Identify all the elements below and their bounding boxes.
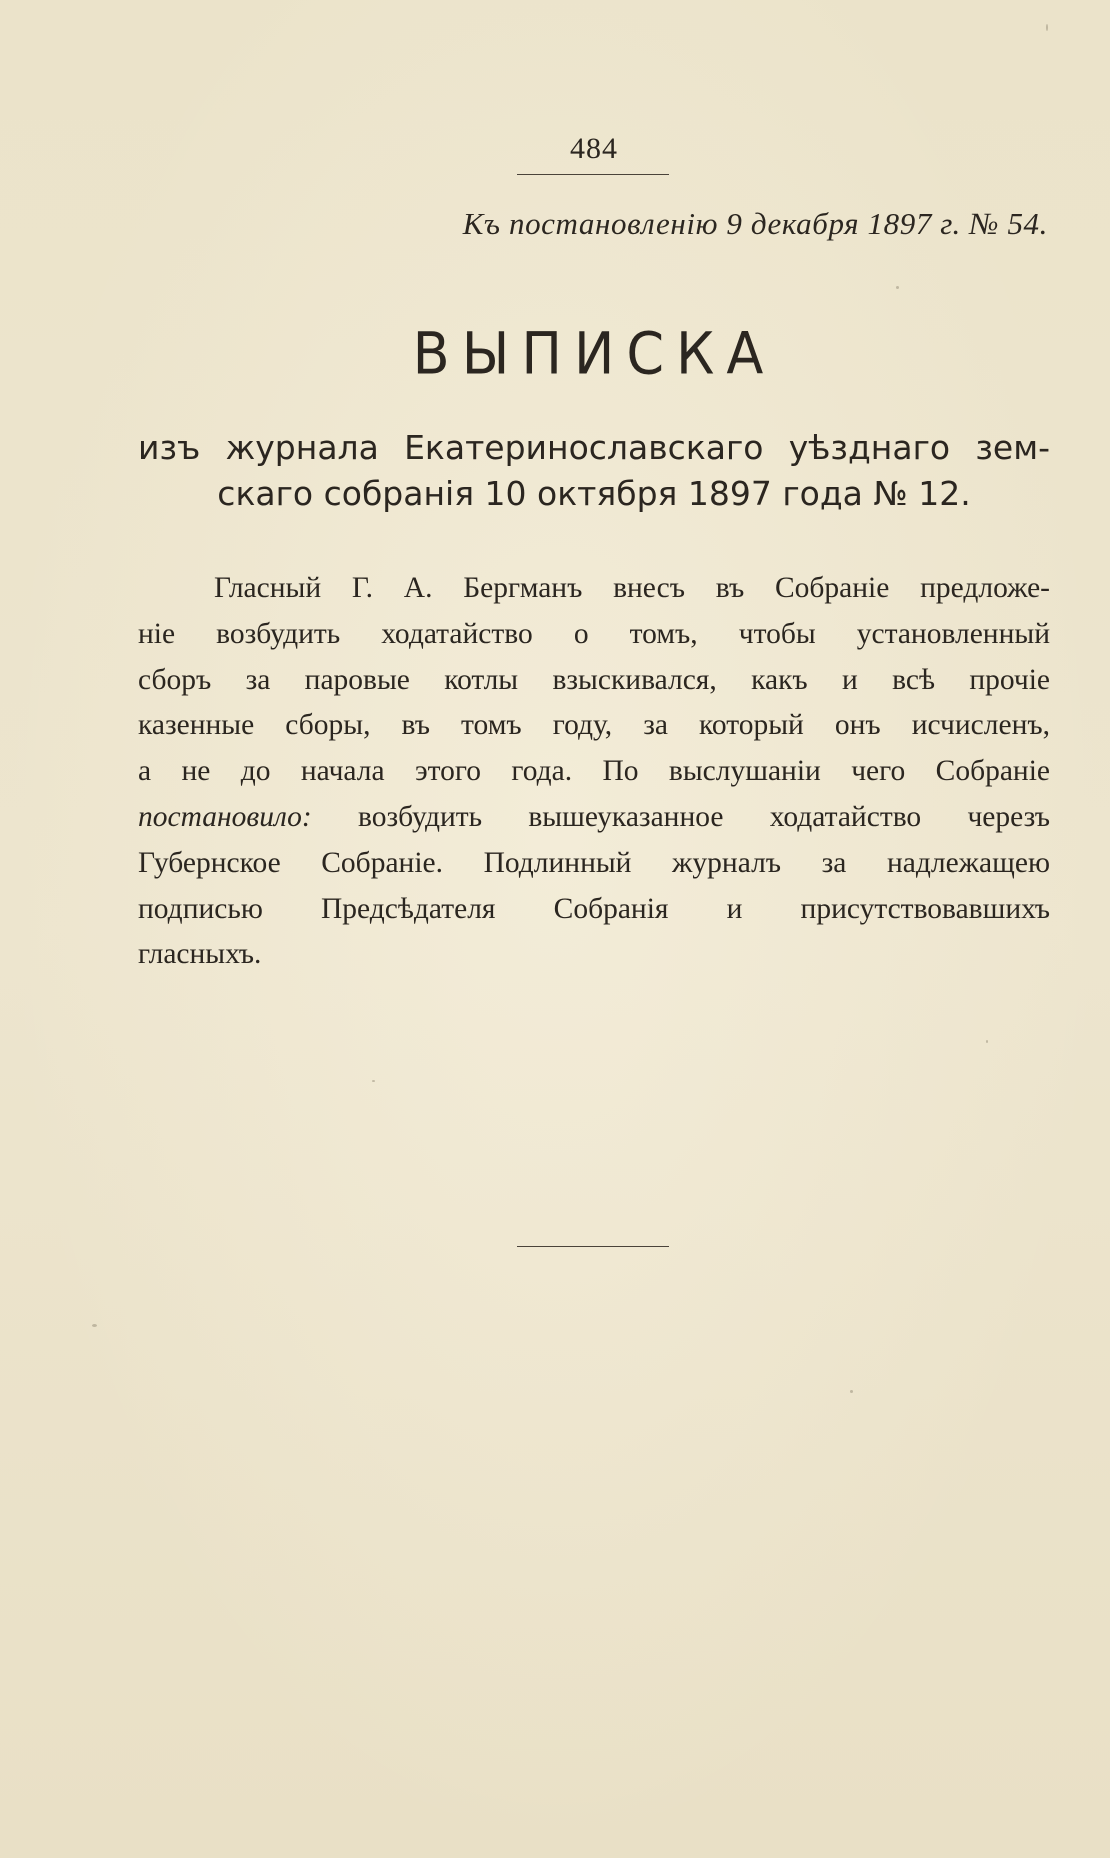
paper-speck [986, 1040, 988, 1043]
paper-speck [1046, 24, 1048, 31]
paper-speck [92, 1324, 97, 1327]
paper-speck [896, 286, 899, 289]
body-line-1: Гласный Г. А. Бергманъ внесъ въ Собраніе предложе- [214, 572, 1050, 604]
subtitle-line-2: скаго собранія 10 октября 1897 года № 12. [217, 474, 971, 513]
top-rule [517, 174, 669, 175]
subtitle-line-1: изъ журнала Екатеринославскаго уѣзднаго зем- [138, 428, 1050, 467]
resolution-reference: Къ постановленію 9 декабря 1897 г. № 54. [462, 206, 1048, 241]
bottom-rule [517, 1246, 669, 1247]
body-line-6-rest: возбудить вышеуказанное ходатайство черезъ [311, 800, 1050, 833]
paper-speck [372, 1080, 375, 1082]
document-subtitle [138, 425, 1050, 517]
body-line-8: подписью Предсѣдателя Собранія и присутствовавшихъ [138, 892, 1050, 925]
page-number [0, 132, 1110, 166]
body-line-9: гласныхъ. [138, 938, 262, 971]
body-line-3: сборъ за паровые котлы взыскивался, какъ и всѣ прочіе [138, 663, 1050, 696]
paper-speck [850, 1390, 853, 1393]
body-paragraph [138, 566, 1050, 978]
body-line-2: ніе возбудить ходатайство о томъ, чтобы установленный [138, 617, 1050, 650]
resolved-emphasis: постановило: [138, 800, 312, 833]
page-number-text: 484 [570, 132, 618, 165]
body-line-6 [138, 795, 1050, 841]
body-line-5: а не до начала этого года. По выслушаніи чего Собраніе [138, 755, 1050, 788]
body-line-7: Губернское Собраніе. Подлинный журналъ за надлежащею [138, 846, 1050, 879]
document-title: ВЫПИСКА [412, 319, 776, 388]
body-line-4: казенные сборы, въ томъ году, за который онъ исчисленъ, [138, 709, 1050, 742]
